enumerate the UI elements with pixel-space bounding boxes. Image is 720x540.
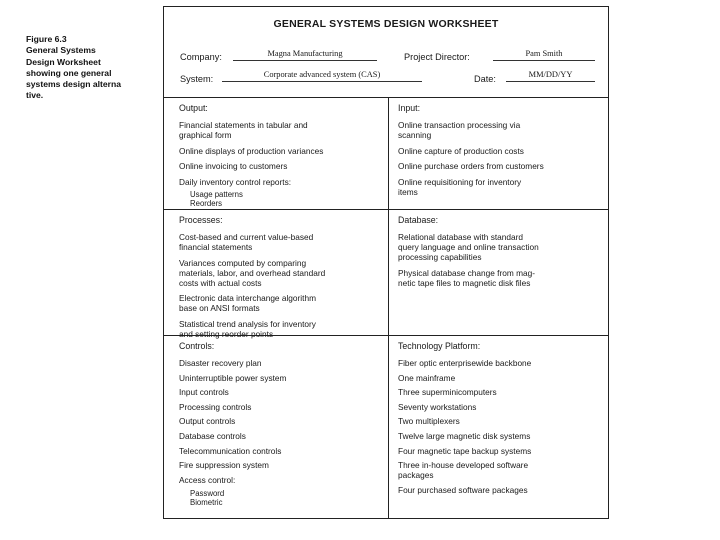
caption-line: Figure 6.3 bbox=[26, 34, 67, 44]
technology-item: Four purchased software packages bbox=[398, 484, 528, 495]
processes-item: Variances computed by comparing materials, labor, and overhead standard costs with actual costs bbox=[179, 257, 326, 288]
controls-item: Access control: bbox=[179, 474, 236, 485]
date-label: Date: bbox=[474, 74, 496, 84]
caption-line: tive. bbox=[26, 90, 44, 101]
technology-item: Two multiplexers bbox=[398, 416, 460, 427]
controls-subitem: Password bbox=[190, 488, 225, 498]
technology-item: Three superminicomputers bbox=[398, 387, 497, 398]
processes-heading: Processes: bbox=[179, 215, 223, 225]
controls-subitem: Biometric bbox=[190, 498, 223, 508]
database-heading: Database: bbox=[398, 215, 439, 225]
controls-section bbox=[179, 341, 384, 508]
output-item: Daily inventory control reports: bbox=[179, 176, 292, 187]
company-value: Magna Manufacturing bbox=[233, 49, 377, 61]
output-subitem: Reorders bbox=[190, 199, 223, 208]
date-value: MM/DD/YY bbox=[506, 70, 595, 82]
technology-item: Four magnetic tape backup systems bbox=[398, 445, 532, 456]
controls-item: Processing controls bbox=[179, 401, 252, 412]
system-label: System: bbox=[180, 74, 214, 84]
controls-item: Disaster recovery plan bbox=[179, 358, 262, 368]
controls-item: Input controls bbox=[179, 387, 229, 398]
controls-item: Uninterruptible power system bbox=[179, 372, 287, 383]
output-section bbox=[179, 103, 384, 209]
input-item: Online transaction processing via scanning bbox=[398, 120, 521, 140]
column-divider bbox=[388, 98, 389, 518]
output-subitem: Usage patterns bbox=[190, 189, 243, 199]
director-label: Project Director: bbox=[404, 52, 470, 62]
input-heading: Input: bbox=[398, 103, 421, 113]
processes-section bbox=[179, 215, 384, 344]
technology-item: Seventy workstations bbox=[398, 401, 477, 412]
system-value: Corporate advanced system (CAS) bbox=[222, 70, 422, 82]
controls-item: Database controls bbox=[179, 430, 246, 441]
controls-item: Telecommunication controls bbox=[179, 445, 282, 456]
controls-heading: Controls: bbox=[179, 341, 215, 351]
worksheet bbox=[163, 6, 609, 519]
company-label: Company: bbox=[180, 52, 222, 62]
controls-item: Output controls bbox=[179, 416, 236, 427]
technology-item: Three in-house developed software packages bbox=[398, 460, 529, 481]
processes-item: Cost-based and current value-based financial statements bbox=[179, 232, 314, 252]
processes-item: Statistical trend analysis for inventory and setting reorder points bbox=[179, 318, 316, 339]
section-divider bbox=[164, 209, 608, 210]
input-item: Online capture of production costs bbox=[398, 145, 524, 156]
database-section bbox=[398, 215, 603, 293]
technology-section bbox=[398, 341, 603, 499]
figure-caption bbox=[26, 34, 158, 102]
technology-heading: Technology Platform: bbox=[398, 341, 481, 351]
input-item: Online purchase orders from customers bbox=[398, 161, 544, 171]
controls-item: Fire suppression system bbox=[179, 460, 269, 471]
processes-item: Electronic data interchange algorithm base on ANSI formats bbox=[179, 293, 316, 313]
output-item: Online invoicing to customers bbox=[179, 161, 288, 171]
technology-item: Fiber optic enterprisewide backbone bbox=[398, 358, 532, 368]
caption-line: Design Worksheet bbox=[26, 56, 101, 67]
output-heading: Output: bbox=[179, 103, 208, 113]
section-divider bbox=[164, 97, 608, 98]
input-section bbox=[398, 103, 603, 202]
input-item: Online requisitioning for inventory items bbox=[398, 176, 522, 197]
director-value: Pam Smith bbox=[493, 49, 595, 61]
output-item: Financial statements in tabular and graphical form bbox=[179, 120, 308, 140]
caption-line: systems design alterna bbox=[26, 79, 122, 90]
output-item: Online displays of production variances bbox=[179, 145, 324, 156]
technology-item: One mainframe bbox=[398, 372, 456, 383]
caption-line: showing one general bbox=[26, 67, 112, 78]
database-item: Physical database change from mag- netic tape files to magnetic disk files bbox=[398, 267, 535, 288]
worksheet-title: GENERAL SYSTEMS DESIGN WORKSHEET bbox=[273, 18, 499, 30]
technology-item: Twelve large magnetic disk systems bbox=[398, 430, 531, 441]
caption-line: General Systems bbox=[26, 45, 96, 56]
database-item: Relational database with standard query language and online transaction processing capabilities bbox=[398, 232, 539, 262]
